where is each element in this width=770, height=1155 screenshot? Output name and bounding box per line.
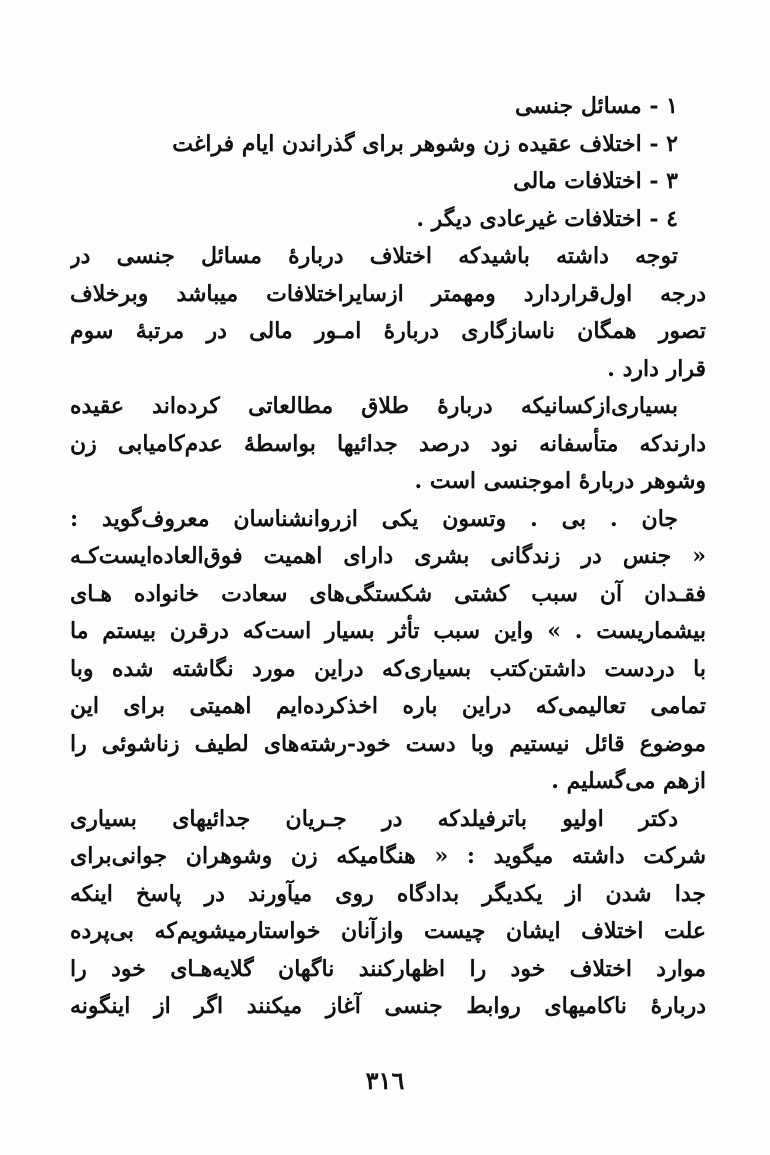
paragraph-line: قرار دارد . — [607, 355, 706, 382]
paragraph-line: ازهم می‌گسلیم . — [551, 768, 706, 794]
paragraph-line: علت اختلاف ایشان چیست وازآنان خواستارمیشویم‌که بی‌پرده — [70, 918, 706, 944]
paragraph-line: درجه اول‌قراردارد و‌مهمتر ازسایراختلافات میباشد وبرخلاف — [70, 280, 706, 307]
page-body-text — [70, 88, 706, 1026]
paragraph-line: تصور همگان ناسازگاری دربارهٔ امـور مالی در مرتبهٔ سوم — [70, 318, 706, 344]
paragraph-line: وشوهر دربارهٔ اموجنسی است . — [414, 468, 706, 494]
paragraph-line: دارندکه متأسفانه نود درصد جدائیها بواسطهٔ عدم‌کامیابی زن — [70, 430, 706, 457]
list-item: ٢ - اختلاف عقیده زن وشوهر برای گذراندن ایام فراغت — [172, 130, 678, 157]
list-item: ١ - مسائل جنسی — [514, 93, 678, 119]
list-item: ٣ - اختلافات مالی — [513, 168, 678, 194]
paragraph-line: فقـدان آن سبب کشتی شکستگی‌های سعادت خانواده هـای — [70, 580, 706, 607]
page-number: ٣١٦ — [365, 1066, 405, 1095]
paragraph-line: تمامی تعالیمی‌که دراین باره اخذکرده‌ایم اهمیتی برای این — [70, 693, 706, 719]
paragraph-line: موضوع قائل نیستیم وبا دست خود-رشته‌های لطیف زناشوئی را — [70, 730, 706, 757]
paragraph-line: جان . بی . وتسون یکی ازروانشناسان معروف‌گوید : — [70, 505, 678, 532]
paragraph-line: موارد اختلاف خود را اظهارکنند ناگهان گلایه‌هـای خود را — [70, 955, 706, 982]
paragraph-line: بیشماریست . » واین سبب تأثر بسیار است‌که درقرن بیستم ما — [70, 618, 706, 644]
paragraph-line: جدا شدن از یکدیگر بدادگاه روی میآورند در پاسخ اینکه — [70, 880, 706, 907]
paragraph-line: با دردست داشتن‌کتب بسیاری‌که دراین مورد نگاشته شده وبا — [70, 655, 706, 682]
list-item: ٤ - اختلافات غیرعادی دیگر . — [416, 205, 678, 232]
paragraph-line: توجه داشته باشیدکه اختلاف دربارهٔ مسائل جنسی در — [70, 243, 678, 269]
paragraph-line: بسیاری‌ازکسانیکه دربارهٔ طلاق مطالعاتی کرده‌اند عقیده — [70, 393, 678, 419]
paragraph-line: « جنس در زندگانی بشری دارای اهمیت فوق‌العاده‌ایست‌کـه — [70, 543, 706, 569]
paragraph-line: دربارهٔ ناکامیهای روابط جنسی آغاز میکنند اگر از اینگونه — [70, 993, 706, 1019]
paragraph-line: شرکت داشته میگوید : « هنگامیکه زن وشوهران جوانی‌برای — [70, 843, 706, 869]
paragraph-line: دکتر اولیو باترفیلدکه در جـریان جدائیهای بسیاری — [70, 805, 678, 832]
